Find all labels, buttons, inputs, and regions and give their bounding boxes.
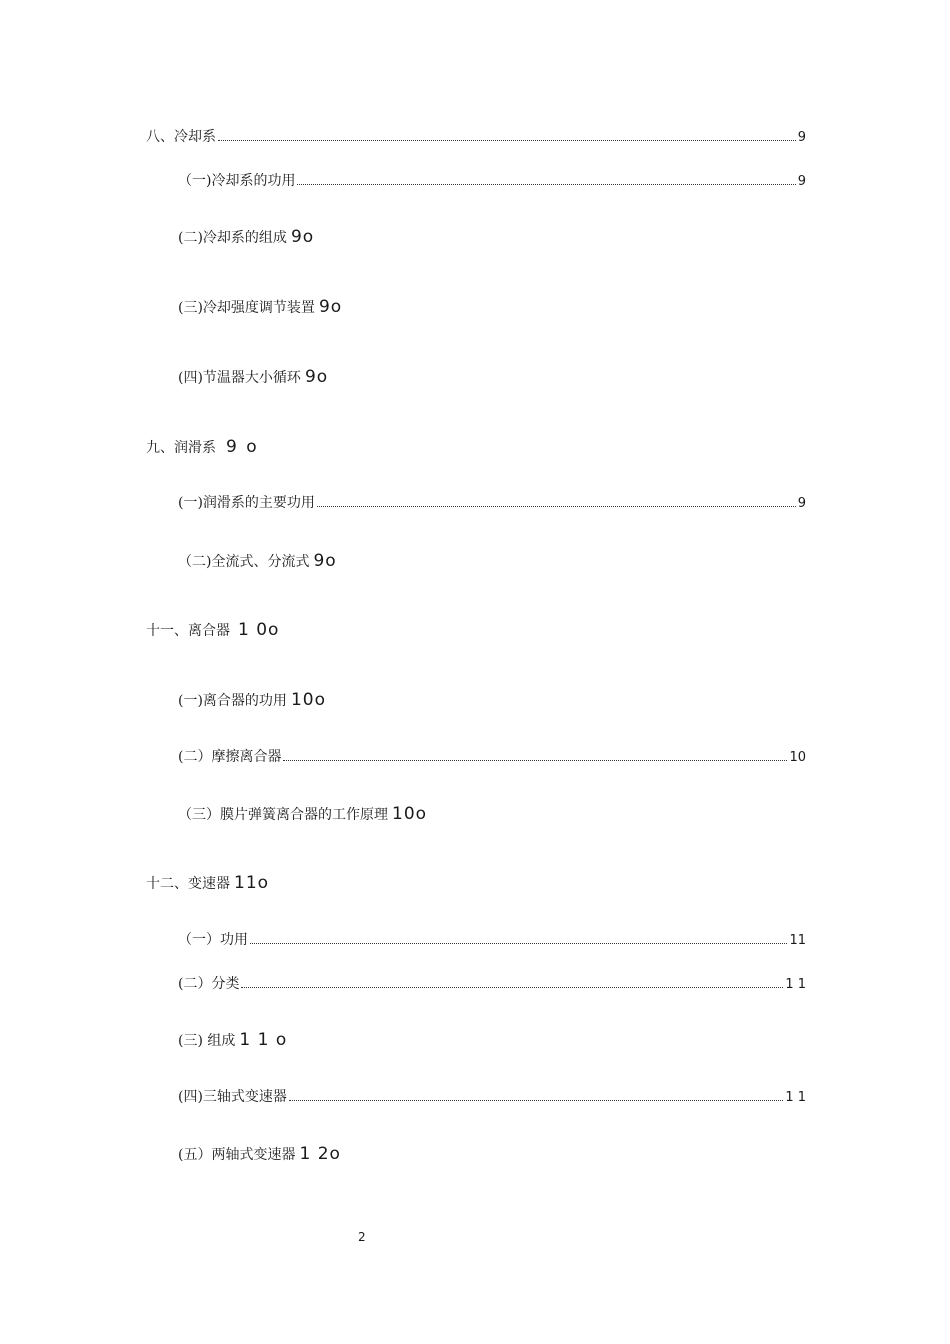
dot-leader	[297, 184, 795, 185]
toc-entry-text: (一)润滑系的主要功用	[178, 495, 315, 511]
toc-entry-page: 1 1 o	[239, 1030, 288, 1050]
toc-entry[interactable]	[146, 621, 279, 640]
toc-entry-text: （三）膜片弹簧离合器的工作原理	[178, 807, 388, 823]
toc-entry[interactable]	[146, 128, 806, 147]
toc-entry-page: 1 1	[785, 977, 806, 992]
toc-entry-text: 十二、变速器	[146, 876, 230, 892]
toc-entry[interactable]	[178, 691, 326, 710]
toc-entry-text: (三) 组成	[178, 1033, 236, 1049]
toc-entry-text: (二)冷却系的组成	[178, 230, 287, 246]
toc-entry[interactable]	[178, 1088, 806, 1107]
toc-entry-text: (三)冷却强度调节装置	[178, 300, 315, 316]
dot-leader	[241, 987, 783, 988]
dot-leader	[218, 140, 796, 141]
toc-entry-page: 10	[789, 750, 806, 765]
toc-entry-text: （二)全流式、分流式	[178, 554, 310, 570]
toc-entry-text: （一)冷却系的功用	[178, 173, 296, 189]
toc-entry[interactable]	[178, 494, 806, 513]
toc-entry-page: 11o	[234, 873, 270, 893]
toc-entry-text: (二）分类	[178, 976, 240, 992]
toc-entry[interactable]	[178, 975, 806, 994]
toc-entry-page: 9	[797, 174, 806, 189]
toc-entry[interactable]	[178, 172, 806, 191]
dot-leader	[250, 943, 787, 944]
toc-entry[interactable]	[178, 228, 314, 247]
toc-entry[interactable]	[178, 1145, 341, 1164]
dot-leader	[317, 506, 796, 507]
toc-entry-text: （一）功用	[178, 932, 248, 948]
toc-entry-page: 9o	[304, 367, 329, 387]
toc-entry-text: (四)节温器大小循环	[178, 370, 301, 386]
toc-entry-text: (一)离合器的功用	[178, 693, 287, 709]
toc-entry-page: 1 2o	[299, 1144, 341, 1164]
toc-entry-page: 9 o	[226, 437, 259, 457]
toc-entry[interactable]	[146, 874, 269, 893]
toc-entry-text: (二）摩擦离合器	[178, 749, 282, 765]
page-number: 2	[358, 1230, 366, 1244]
toc-entry[interactable]	[178, 931, 806, 950]
toc-entry[interactable]	[146, 438, 259, 457]
dot-leader	[283, 760, 787, 761]
toc-entry-page: 9	[797, 130, 806, 145]
toc-entry[interactable]	[178, 298, 342, 317]
toc-entry[interactable]	[178, 368, 328, 387]
toc-entry-page: 11	[789, 933, 806, 948]
toc-entry-text: 十一、离合器	[146, 623, 230, 639]
toc-entry-page: 1 1	[785, 1090, 806, 1105]
toc-entry-page: 9o	[313, 551, 337, 571]
toc-entry-page: 1 0o	[238, 620, 280, 640]
toc-entry-text: 八、冷却系	[146, 129, 216, 145]
toc-entry-page: 9	[797, 496, 806, 511]
dot-leader	[289, 1100, 783, 1101]
toc-entry-page: 9o	[318, 297, 343, 317]
toc-entry[interactable]	[178, 1031, 287, 1050]
toc-entry-text: (五）两轴式变速器	[178, 1147, 296, 1163]
toc-entry[interactable]	[178, 748, 806, 767]
toc-entry-text: (四)三轴式变速器	[178, 1089, 287, 1105]
toc-entry-page: 9o	[290, 227, 315, 247]
toc-entry[interactable]	[178, 552, 337, 571]
toc-entry-text: 九、润滑系	[146, 440, 216, 456]
toc-entry[interactable]	[178, 805, 427, 824]
toc-entry-page: 10o	[392, 804, 428, 824]
toc-entry-page: 10o	[290, 690, 326, 710]
